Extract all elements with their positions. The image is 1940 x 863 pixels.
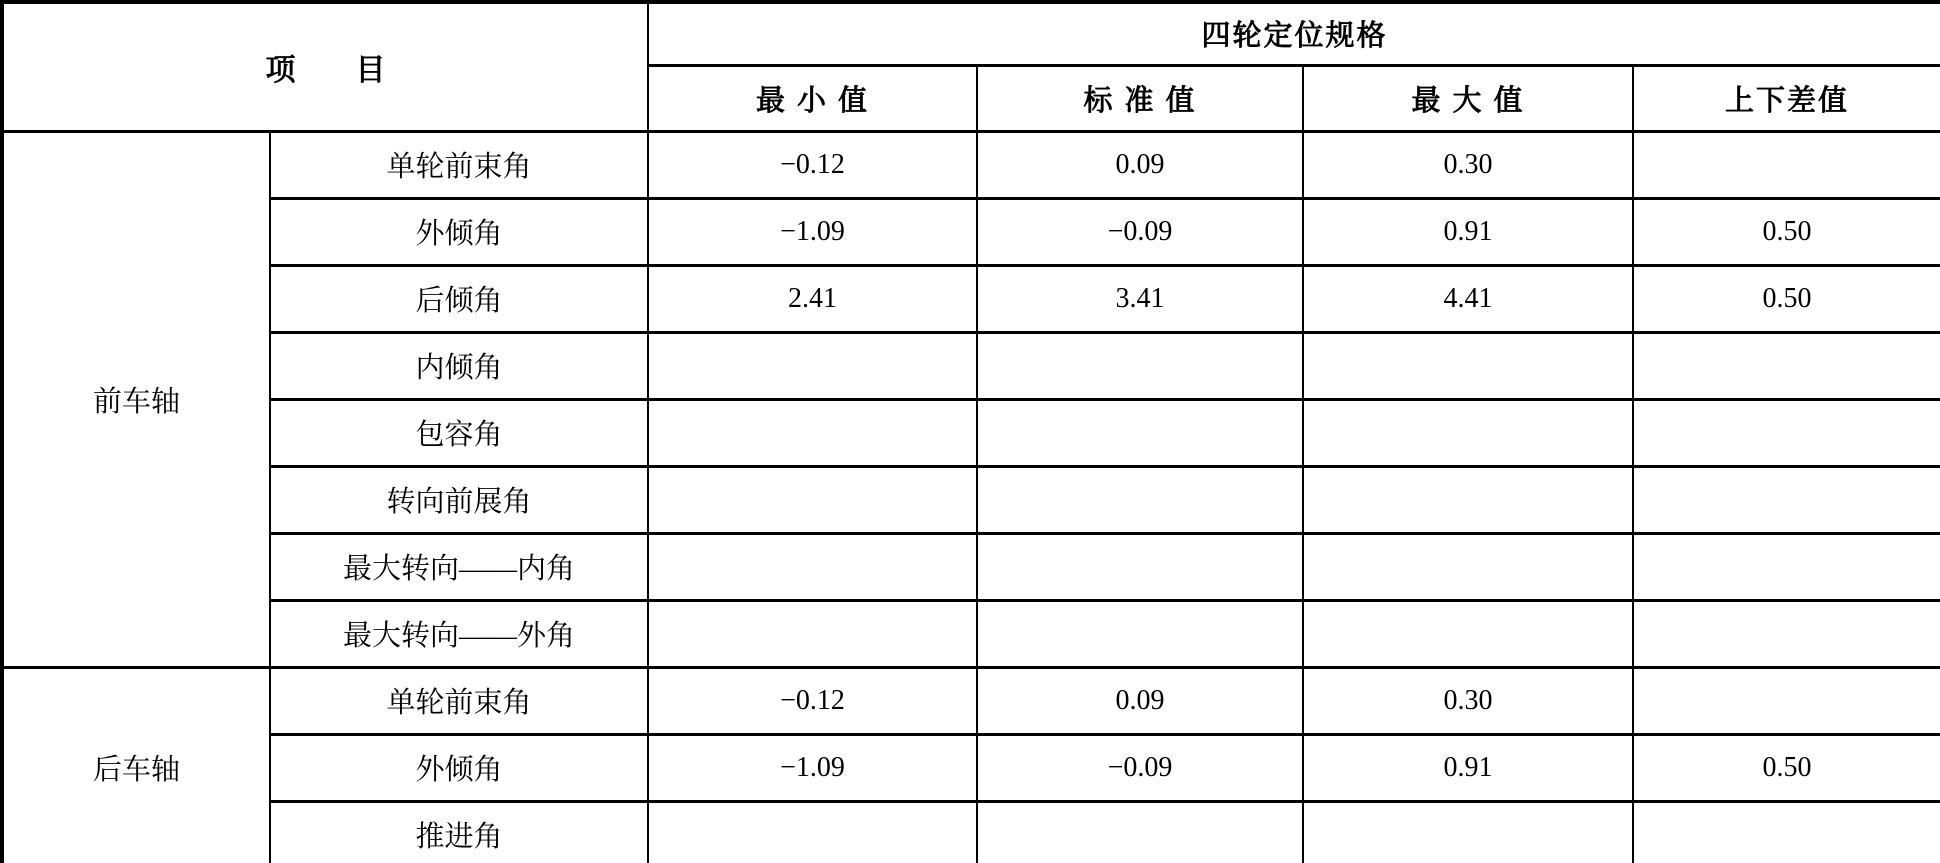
table-row [2,600,1940,667]
table-row [2,265,1940,332]
table-row [2,734,1940,801]
std-value-cell: 3.41 [977,265,1303,332]
std-value-cell [977,600,1303,667]
diff-value-cell [1633,801,1940,863]
max-value-cell [1303,399,1633,466]
min-value-cell [648,466,977,533]
table-row [2,399,1940,466]
item-cell: 单轮前束角 [270,667,648,734]
max-value-cell: 4.41 [1303,265,1633,332]
group-cell-front-axle: 前车轴 [2,131,270,667]
diff-value-cell [1633,399,1940,466]
diff-value-cell [1633,466,1940,533]
std-value-cell: −0.09 [977,198,1303,265]
table-row [2,533,1940,600]
std-value-cell: −0.09 [977,734,1303,801]
item-cell: 最大转向——外角 [270,600,648,667]
std-value-cell [977,399,1303,466]
table-row [2,198,1940,265]
max-value-cell [1303,533,1633,600]
diff-value-cell [1633,332,1940,399]
std-value-cell [977,533,1303,600]
min-value-cell [648,332,977,399]
item-cell: 转向前展角 [270,466,648,533]
std-value-cell: 0.09 [977,667,1303,734]
min-value-cell: 2.41 [648,265,977,332]
std-value-cell [977,801,1303,863]
diff-value-cell: 0.50 [1633,265,1940,332]
group-cell-rear-axle: 后车轴 [2,667,270,863]
max-value-cell [1303,332,1633,399]
column-header-diff: 上下差值 [1633,65,1940,131]
item-header-cell: 项 目 [2,2,648,131]
max-value-cell: 0.30 [1303,131,1633,198]
item-cell: 最大转向——内角 [270,533,648,600]
table-row [2,131,1940,198]
table-row [2,667,1940,734]
diff-value-cell [1633,131,1940,198]
max-value-cell [1303,600,1633,667]
item-cell: 包容角 [270,399,648,466]
table-row [2,801,1940,863]
table-row [2,332,1940,399]
column-header-min: 最 小 值 [648,65,977,131]
spec-title-cell: 四轮定位规格 [648,2,1940,65]
max-value-cell: 0.91 [1303,198,1633,265]
diff-value-cell: 0.50 [1633,734,1940,801]
min-value-cell [648,399,977,466]
item-cell: 单轮前束角 [270,131,648,198]
diff-value-cell [1633,667,1940,734]
min-value-cell [648,600,977,667]
diff-value-cell: 0.50 [1633,198,1940,265]
min-value-cell: −0.12 [648,131,977,198]
item-cell: 内倾角 [270,332,648,399]
min-value-cell: −0.12 [648,667,977,734]
column-header-max: 最 大 值 [1303,65,1633,131]
max-value-cell: 0.30 [1303,667,1633,734]
min-value-cell [648,801,977,863]
table-row [2,466,1940,533]
item-cell: 推进角 [270,801,648,863]
column-header-std: 标 准 值 [977,65,1303,131]
header-row-top [2,2,1940,65]
min-value-cell: −1.09 [648,734,977,801]
std-value-cell [977,466,1303,533]
item-cell: 后倾角 [270,265,648,332]
min-value-cell [648,533,977,600]
std-value-cell [977,332,1303,399]
item-cell: 外倾角 [270,198,648,265]
max-value-cell [1303,801,1633,863]
item-cell: 外倾角 [270,734,648,801]
diff-value-cell [1633,600,1940,667]
max-value-cell [1303,466,1633,533]
diff-value-cell [1633,533,1940,600]
max-value-cell: 0.91 [1303,734,1633,801]
std-value-cell: 0.09 [977,131,1303,198]
min-value-cell: −1.09 [648,198,977,265]
